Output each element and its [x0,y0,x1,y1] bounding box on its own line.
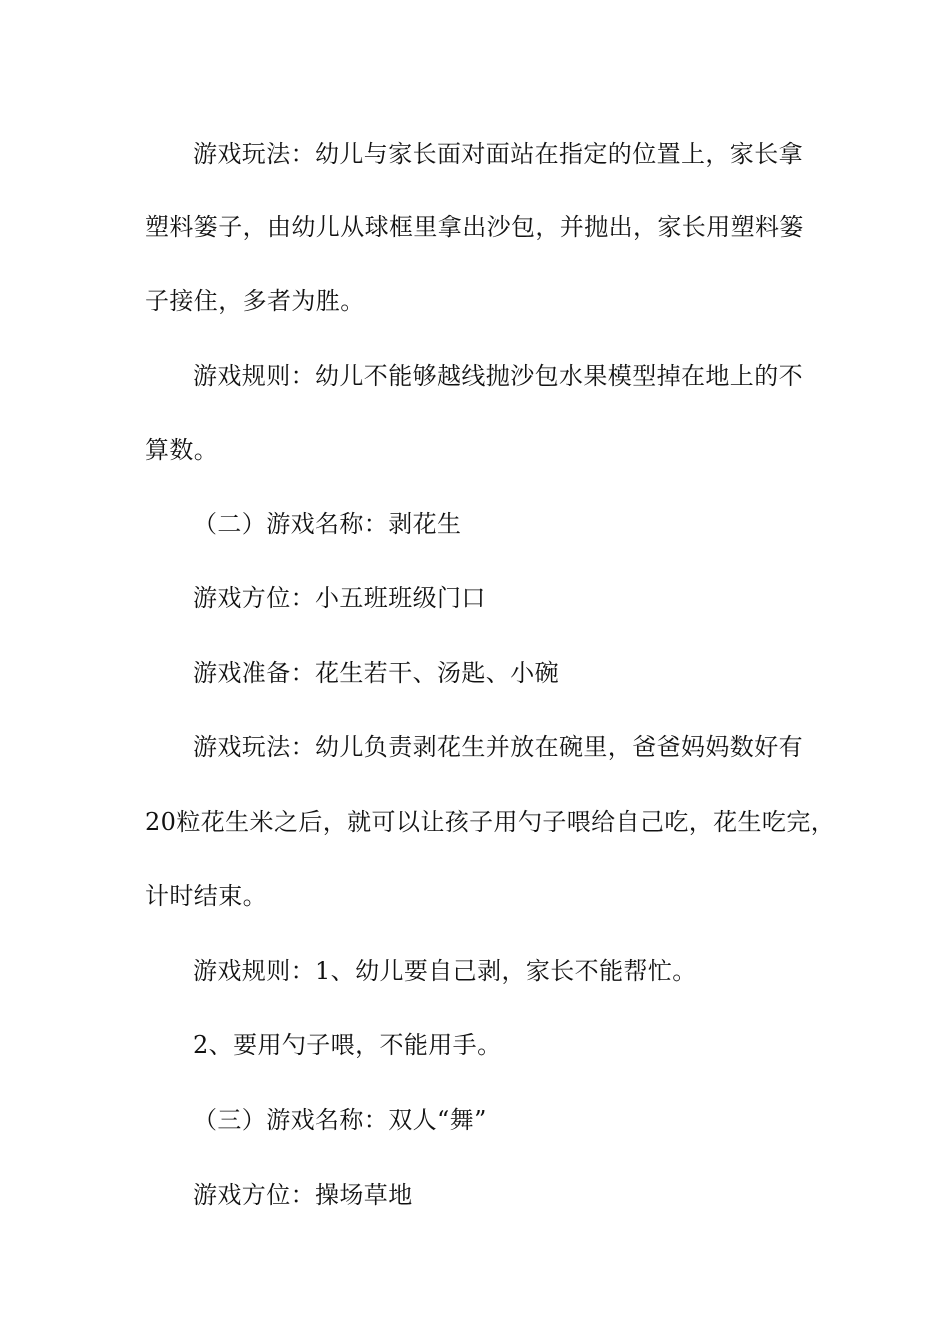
section-heading: （二）游戏名称：剥花生 [193,510,462,538]
paragraph-line: 游戏准备：花生若干、汤匙、小碗 [193,659,559,687]
paragraph-line: 20粒花生米之后，就可以让孩子用勺子喂给自己吃，花生吃完， [145,808,836,836]
paragraph-line: 塑料篓子，由幼儿从球框里拿出沙包，并抛出，家长用塑料篓 [145,213,804,241]
paragraph-line: 游戏玩法：幼儿负责剥花生并放在碗里，爸爸妈妈数好有 [193,733,803,761]
paragraph-line: 游戏规则：1、幼儿要自己剥，家长不能帮忙。 [193,957,697,985]
paragraph-line: 计时结束。 [145,882,267,910]
paragraph-line: 2、要用勺子喂，不能用手。 [193,1031,502,1059]
paragraph-line: 子接住，多者为胜。 [145,287,365,315]
paragraph-line: 游戏玩法：幼儿与家长面对面站在指定的位置上，家长拿 [193,140,803,168]
section-heading: （三）游戏名称：双人“舞” [193,1106,487,1134]
paragraph-line: 游戏规则：幼儿不能够越线抛沙包水果模型掉在地上的不 [193,362,803,390]
paragraph-line: 算数。 [145,436,219,464]
paragraph-line: 游戏方位：小五班班级门口 [193,584,486,612]
paragraph-line: 游戏方位：操场草地 [193,1181,413,1209]
